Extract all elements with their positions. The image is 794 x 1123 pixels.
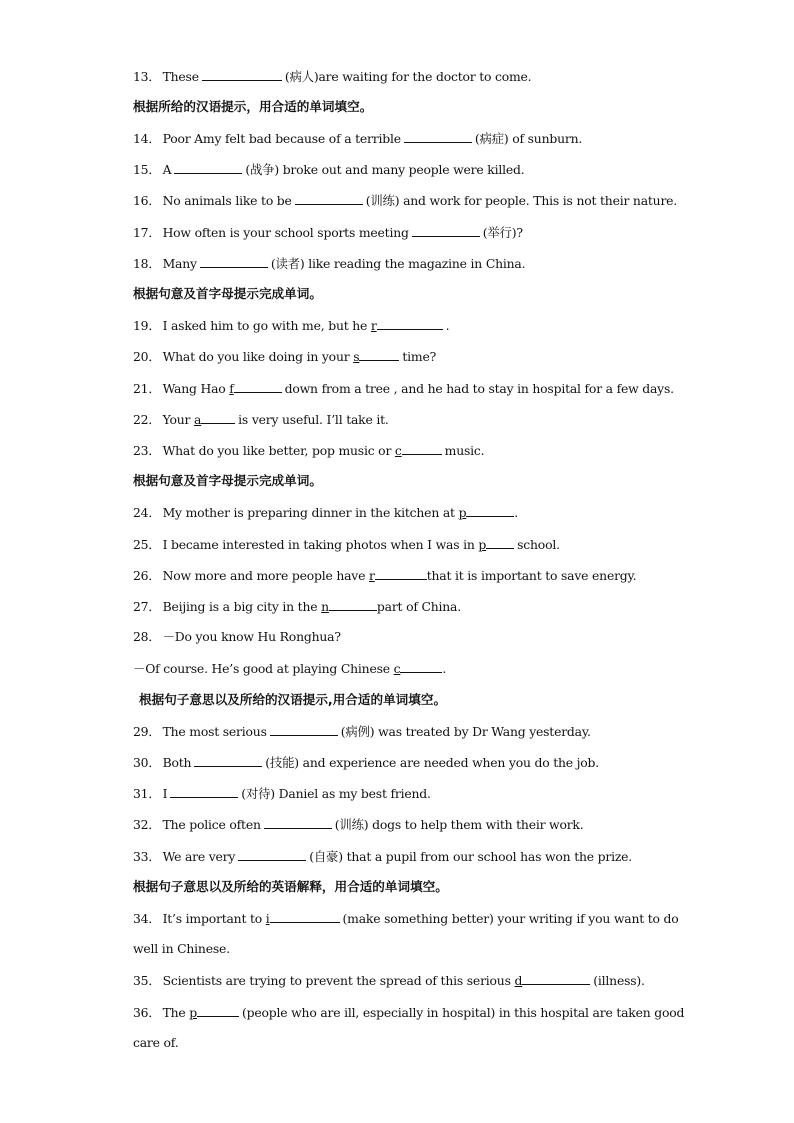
answer-blank[interactable] — [522, 972, 590, 985]
section-heading: 根据句子意思以及所给的汉语提示,用合适的单词填空。 — [139, 692, 447, 707]
section-heading: 根据句意及首字母提示完成单词。 — [133, 473, 322, 488]
question-35: 35． Scientists are trying to prevent the spread of this serious d (illness). — [133, 973, 645, 988]
question-23: 23． What do you like better, pop music or c music. — [133, 443, 485, 458]
initial-letter-hint: c — [394, 443, 402, 458]
initial-letter-hint: r — [370, 318, 377, 333]
question-26: 26． Now more and more people have r that it is important to save energy. — [133, 568, 637, 583]
question-30: 30． Both (技能) and experience are needed when you do the job. — [133, 755, 600, 770]
question-25: 25． I became interested in taking photos when I was in p school. — [133, 537, 560, 552]
question-33: 33． We are very (自豪) that a pupil from our school has won the prize. — [133, 849, 633, 864]
initial-letter-hint: c — [393, 661, 401, 676]
question-28: 28． －Do you know Hu Ronghua? — [133, 629, 341, 644]
question-36: 36． The p (people who are ill, especially in hospital) in this hospital are taken good — [133, 1005, 685, 1020]
answer-blank[interactable] — [359, 348, 399, 361]
answer-blank[interactable] — [170, 785, 238, 798]
initial-letter-hint: f — [229, 381, 234, 396]
answer-blank[interactable] — [201, 411, 235, 424]
answer-blank[interactable] — [329, 598, 377, 611]
question-31: 31． I (对待) Daniel as my best friend. — [133, 786, 431, 801]
answer-blank[interactable] — [402, 442, 442, 455]
answer-blank[interactable] — [194, 754, 262, 767]
initial-letter-hint: n — [321, 599, 329, 614]
answer-blank[interactable] — [200, 255, 268, 268]
answer-blank[interactable] — [270, 723, 338, 736]
answer-blank[interactable] — [174, 161, 242, 174]
question-19: 19． I asked him to go with me, but he r . — [133, 318, 450, 333]
answer-blank[interactable] — [295, 192, 363, 205]
question-18: 18． Many (读者) like reading the magazine in China. — [133, 256, 526, 271]
question-14: 14． Poor Amy felt bad because of a terrible (病症) of sunburn. — [133, 131, 583, 146]
initial-letter-hint: i — [265, 911, 270, 926]
initial-letter-hint: s — [353, 349, 360, 364]
question-16: 16． No animals like to be (训练) and work for people. This is not their nature. — [133, 193, 678, 208]
question-24: 24． My mother is preparing dinner in the kitchen at p . — [133, 505, 519, 520]
section-heading: 根据所给的汉语提示，用合适的单词填空。 — [133, 99, 373, 114]
initial-letter-hint: d — [514, 973, 523, 988]
answer-blank[interactable] — [202, 68, 282, 81]
answer-blank[interactable] — [400, 660, 442, 673]
initial-letter-hint: p — [478, 537, 487, 552]
question-36-continued: care of. — [133, 1035, 179, 1050]
initial-letter-hint: p — [189, 1005, 198, 1020]
answer-blank[interactable] — [486, 536, 514, 549]
answer-blank[interactable] — [264, 816, 332, 829]
question-21: 21． Wang Hao f down from a tree , and he had to stay in hospital for a few days. — [133, 381, 674, 396]
question-22: 22． Your a is very useful. I’ll take it. — [133, 412, 389, 427]
answer-blank[interactable] — [377, 317, 443, 330]
question-29: 29． The most serious (病例) was treated by Dr Wang yesterday. — [133, 724, 591, 739]
answer-blank[interactable] — [270, 910, 340, 923]
question-34-continued: well in Chinese. — [133, 941, 230, 956]
answer-blank[interactable] — [375, 567, 427, 580]
answer-blank[interactable] — [197, 1004, 239, 1017]
question-27: 27． Beijing is a big city in the n part of China. — [133, 599, 461, 614]
question-15: 15． A (战争) broke out and many people were killed. — [133, 162, 525, 177]
initial-letter-hint: p — [458, 505, 467, 520]
question-34: 34． It’s important to i (make something better) your writing if you want to do — [133, 911, 679, 926]
question-28-reply: －Of course. He’s good at playing Chinese c . — [133, 661, 447, 676]
section-heading: 根据句子意思以及所给的英语解释，用合适的单词填空。 — [133, 879, 448, 894]
answer-blank[interactable] — [238, 848, 306, 861]
answer-blank[interactable] — [234, 380, 282, 393]
question-17: 17． How often is your school sports meeting (举行)? — [133, 225, 523, 240]
question-13: 13． These (病人)are waiting for the doctor to come. — [133, 69, 532, 84]
section-heading: 根据句意及首字母提示完成单词。 — [133, 286, 322, 301]
answer-blank[interactable] — [466, 504, 514, 517]
answer-blank[interactable] — [404, 130, 472, 143]
initial-letter-hint: a — [193, 412, 202, 427]
initial-letter-hint: r — [369, 568, 375, 583]
question-32: 32． The police often (训练) dogs to help them with their work. — [133, 817, 584, 832]
question-20: 20． What do you like doing in your s time? — [133, 349, 437, 364]
answer-blank[interactable] — [412, 224, 480, 237]
